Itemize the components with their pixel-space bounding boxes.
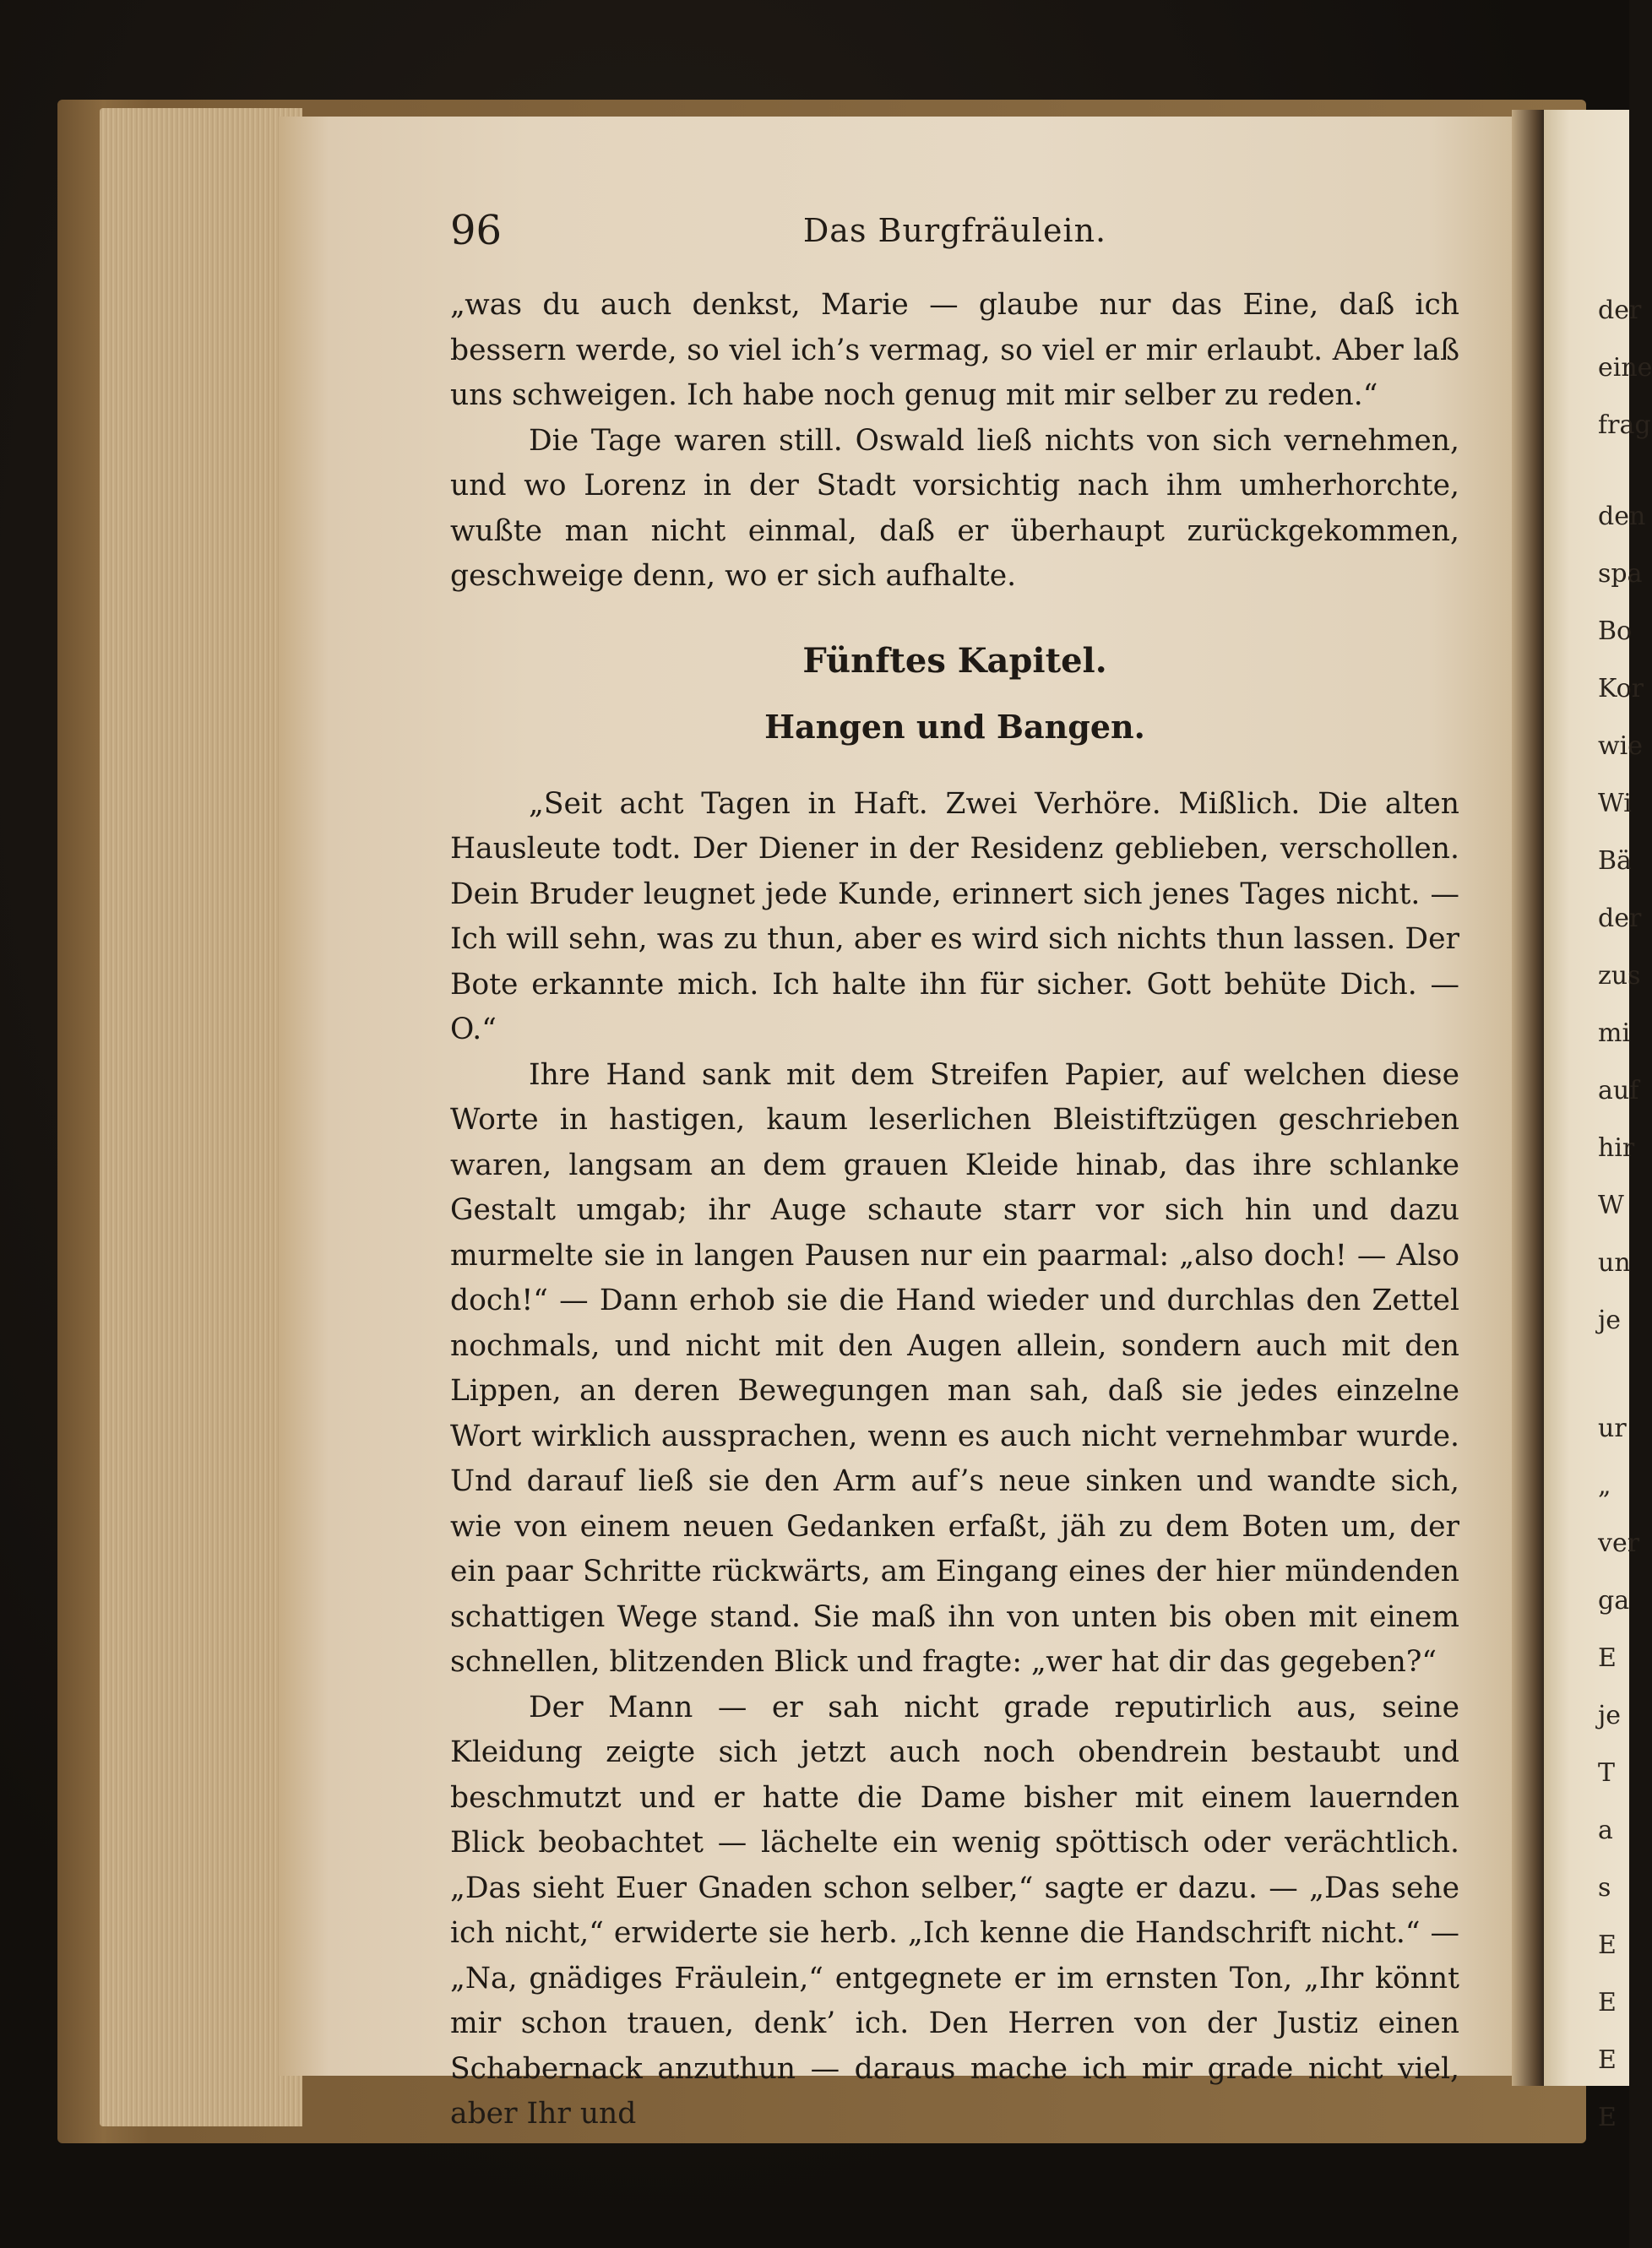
paragraph: Der Mann — er sah nicht grade reputirlich aus, seine Kleidung zeigte sich jetzt auch noch obendrein bestaubt und beschmutzt und er hatte die Dame bisher mit einem lauernden Blick beobachtet — lächelte ein wenig spöttisch oder verächtlich. „Das sieht Euer Gnaden schon selber,“ sagte er dazu. — „Das sehe ich nicht,“ erwiderte sie herb. „Ich kenne die Handschrift nicht.“ — „Na, gnädiges Fräulein,“ entgegnete er im ernsten Ton, „Ihr könnt mir schon trauen, denk’ ich. Den Herren von der Justiz einen Schabernack anzuthun — daraus mache ich mir grade nicht viel, aber Ihr und [450, 1690, 1459, 2131]
paragraph: Ihre Hand sank mit dem Streifen Papier, auf welchen diese Worte in hastigen, kaum leserlichen Bleistiftzügen geschrieben waren, langsam an dem grauen Kleide hinab, das ihre schlanke Gestalt umgab; ihr Auge schaute starr vor sich hin und dazu murmelte sie in langen Pausen nur ein paarmal: „also doch! — Also doch!“ — Dann erhob sie die Hand wieder und durchlas den Zettel nochmals, und nicht mit den Augen allein, sondern auch mit den Lippen, an deren Bewegungen man sah, daß sie jedes einzelne Wort wirklich aussprachen, wenn es auch nicht vernehmbar wurde. Und darauf ließ sie den Arm auf’s neue sinken und wandte sich, wie von einem neuen Gedanken erfaßt, jäh zu dem Boten um, der ein paar Schritte rückwärts, am Eingang eines der hier mündenden schattigen Wege stand. Sie maß ihn von unten bis oben mit einem schnellen, blitzenden Blick und fragte: „wer hat dir das gegeben?“ [450, 1057, 1459, 1679]
facing-page-fragment: wie [1598, 731, 1644, 761]
book-gutter [1512, 110, 1546, 2086]
facing-page-fragment: frag [1598, 410, 1651, 440]
facing-page-fragment: eine [1598, 353, 1652, 383]
facing-page-fragment: mi [1598, 1018, 1631, 1048]
facing-page-fragment: ur [1598, 1414, 1627, 1443]
facing-page [1544, 110, 1652, 2132]
facing-page-fragment: ga [1598, 1586, 1630, 1615]
chapter-title: Fünftes Kapitel. [802, 640, 1107, 681]
page-body [450, 283, 1459, 2137]
facing-page-fragment: Wi [1598, 789, 1632, 818]
facing-page-fragment: Kor [1598, 674, 1644, 703]
facing-page-fragment: zus [1598, 961, 1641, 991]
facing-page-fragment: E [1598, 2045, 1617, 2075]
facing-page-fragment: E [1598, 1930, 1617, 1960]
page-header [450, 207, 1459, 258]
paragraphs-after-chapter [450, 782, 1459, 2137]
chapter-subtitle: Hangen und Bangen. [764, 707, 1145, 746]
page-edges [100, 108, 302, 2126]
paragraph: „was du auch denkst, Marie — glaube nur das Eine, daß ich bessern werde, so viel ich’s vermag, so viel er mir erlaubt. Aber laß uns schweigen. Ich habe noch genug mit mir selber zu reden.“ [450, 288, 1459, 412]
facing-page-fragment: s [1598, 1873, 1611, 1903]
facing-page-fragment: auf [1598, 1076, 1639, 1105]
paragraph: Die Tage waren still. Oswald ließ nichts von sich vernehmen, und wo Lorenz in der Stadt vorsichtig nach ihm umherhorchte, wußte man nicht einmal, daß er überhaupt zurückgekommen, geschweige denn, wo er sich aufhalte. [450, 423, 1459, 593]
facing-page-fragment: hir [1598, 1133, 1635, 1163]
paragraph: „Seit acht Tagen in Haft. Zwei Verhöre. Mißlich. Die alten Hausleute todt. Der Diener in der Residenz geblieben, verschollen. Dein Bruder leugnet jede Kunde, erinnert sich jenes Tages nicht. — Ich will sehn, was zu thun, aber es wird sich nichts thun lassen. Der Bote erkannte mich. Ich halte ihn für sicher. Gott behüte Dich. — O.“ [450, 786, 1459, 1046]
facing-page-fragment: T [1598, 1758, 1616, 1788]
page-number: 96 [450, 207, 503, 254]
paragraphs-before-chapter [450, 283, 1459, 600]
facing-page-fragment: der [1598, 904, 1642, 933]
facing-page-fragment: Bä [1598, 846, 1632, 876]
facing-page-fragment: Bo [1598, 616, 1633, 646]
facing-page-fragment: spa [1598, 559, 1643, 589]
facing-page-fragment: den [1598, 502, 1646, 531]
facing-page-fragment: ver [1598, 1529, 1640, 1558]
facing-page-fragment: un [1598, 1248, 1631, 1278]
facing-page-fragment: „ [1598, 1471, 1611, 1501]
facing-page-fragment: a [1598, 1816, 1613, 1845]
facing-page-fragment: der [1598, 296, 1642, 325]
facing-page-fragment: je [1598, 1701, 1622, 1730]
facing-page-fragment: E [1598, 1988, 1617, 2017]
facing-page-fragment: W [1598, 1191, 1624, 1220]
facing-page-fragment: E [1598, 2103, 1617, 2132]
facing-page-fragment: E [1598, 1643, 1617, 1673]
facing-page-fragment: je [1598, 1306, 1622, 1335]
running-title: Das Burgfräulein. [802, 212, 1107, 249]
